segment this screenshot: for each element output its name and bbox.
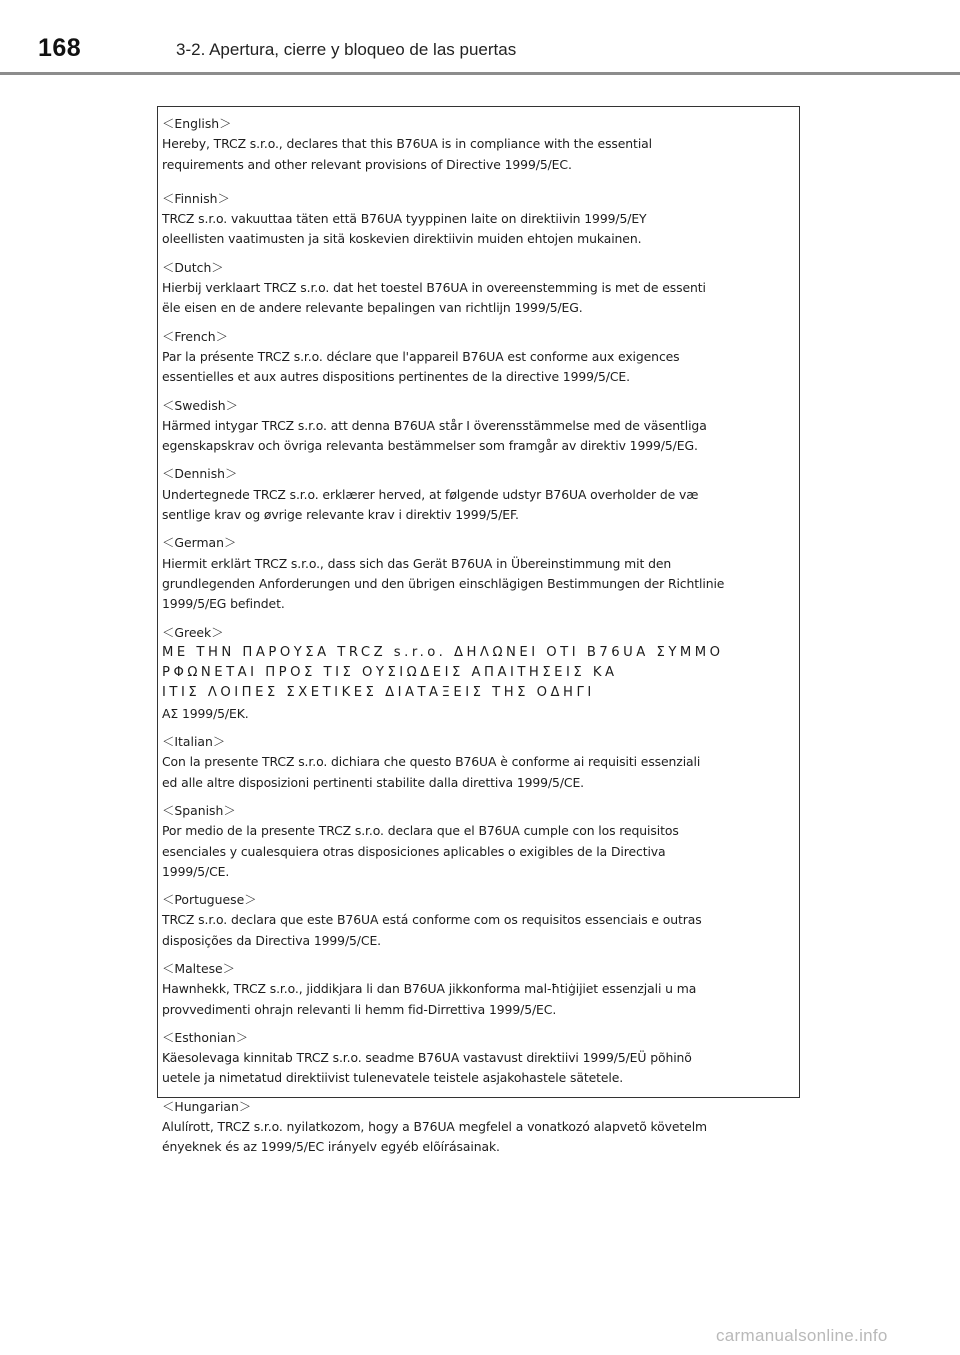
declaration-text-line: ΙΤΙΣ ΛΟΙΠΕΣ ΣΧΕΤΙΚΕΣ ΔΙΑΤΑΞΕΙΣ ΤΗΣ ΟΔΗΓΙ (162, 685, 595, 701)
declaration-block (162, 533, 799, 614)
declaration-language-heading: ＜Italian＞ (162, 734, 226, 750)
block-spacer (162, 456, 799, 464)
declaration-block (162, 464, 799, 525)
declaration-text-line: Por medio de la presente TRCZ s.r.o. declara que el B76UA cumple con los requisitos (162, 823, 679, 839)
section-title: 3-2. Apertura, cierre y bloqueo de las puertas (176, 40, 517, 59)
declaration-language-heading: ＜English＞ (162, 116, 232, 131)
declaration-language-heading: ＜Greek＞ (162, 624, 224, 640)
block-spacer (162, 388, 799, 396)
declaration-text-line: grundlegenden Anforderungen und den übrigen einschlägigen Bestimmungen der Richtlinie (162, 575, 725, 591)
declaration-language-heading: ＜Dutch＞ (162, 259, 224, 275)
declaration-block (162, 623, 799, 724)
declaration-language-heading: ＜Finnish＞ (162, 190, 230, 206)
page-number: 168 (38, 34, 82, 62)
declaration-block (162, 1028, 799, 1089)
declaration-text-line: Hiermit erklärt TRCZ s.r.o., dass sich das Gerät B76UA in Übereinstimmung mit den (162, 555, 672, 571)
block-spacer (162, 793, 799, 801)
declaration-block (162, 258, 799, 319)
declaration-language-heading: ＜German＞ (162, 535, 237, 551)
declaration-text-line: uetele ja nimetatud direktiivist tulenevatele teistele asjakohastele sätetele. (162, 1070, 624, 1086)
block-spacer (162, 1020, 799, 1028)
declaration-text-line: 1999/5/CE. (162, 863, 230, 879)
declaration-block (162, 801, 799, 882)
declaration-text-line: ed alle altre disposizioni pertinenti stabilite dalla direttiva 1999/5/CE. (162, 774, 585, 790)
declaration-language-heading: ＜Swedish＞ (162, 397, 239, 413)
declaration-text-line: Härmed intygar TRCZ s.r.o. att denna B76UA står I överensstämmelse med de väsentliga (162, 417, 707, 433)
declaration-text-line: Par la présente TRCZ s.r.o. déclare que l'appareil B76UA est conforme aux exigences (162, 348, 680, 364)
block-spacer (162, 250, 799, 258)
declaration-text-line: provvedimenti ohrajn relevanti li hemm fid-Dirrettiva 1999/5/EC. (162, 1001, 557, 1017)
declaration-block (162, 890, 799, 951)
declaration-language-heading: ＜Spanish＞ (162, 802, 236, 818)
block-spacer (162, 175, 799, 189)
declaration-language-heading: ＜French＞ (162, 328, 228, 344)
declaration-text-line: egenskapskrav och övriga relevanta bestämmelser som framgår av direktiv 1999/5/EG. (162, 438, 698, 454)
block-spacer (162, 615, 799, 623)
declaration-text-line: ΡΦΩΝΕΤΑΙ ΠΡΟΣ ΤΙΣ ΟΥΣΙΩΔΕΙΣ ΑΠΑΙΤΗΣΕΙΣ ΚΑ (162, 665, 618, 681)
block-spacer (162, 724, 799, 732)
block-spacer (162, 319, 799, 327)
declaration-text-line: Hereby, TRCZ s.r.o., declares that this B76UA is in compliance with the essential (162, 136, 652, 152)
declaration-block (162, 396, 799, 457)
footer-watermark: carmanualsonline.info (716, 1326, 888, 1345)
declaration-text-line: 1999/5/EG befindet. (162, 596, 285, 612)
declaration-text-line: Hawnhekk, TRCZ s.r.o., jiddikjara li dan B76UA jikkonforma mal-ħtiġijiet essenzjali u ma (162, 981, 697, 997)
declaration-block (162, 189, 799, 250)
declaration-block (162, 959, 799, 1020)
declaration-language-heading: ＜Maltese＞ (162, 960, 236, 976)
declaration-text-line: TRCZ s.r.o. vakuuttaa täten että B76UA tyyppinen laite on direktiivin 1999/5/EY (162, 211, 647, 227)
declaration-language-heading: ＜Hungarian＞ (162, 1098, 252, 1114)
declaration-language-heading: ＜Portuguese＞ (162, 892, 257, 908)
declaration-text-line: Con la presente TRCZ s.r.o. dichiara che questo B76UA è conforme ai requisiti essenziali (162, 754, 701, 770)
declaration-block (162, 114, 799, 175)
header-divider (0, 72, 960, 75)
block-spacer (162, 951, 799, 959)
declaration-text-line: ΜΕ ΤΗΝ ΠΑΡΟΥΣΑ TRCZ s.r.o. ΔΗΛΩΝΕΙ ΟΤΙ B76UA ΣΥΜΜΟ (162, 644, 724, 660)
declaration-text-line: ële eisen en de andere relevante bepalingen van richtlijn 1999/5/EG. (162, 300, 583, 316)
declaration-block (162, 1097, 799, 1158)
block-spacer (162, 1089, 799, 1097)
declaration-text-line: ΑΣ 1999/5/EK. (162, 705, 249, 721)
declaration-text-line: esenciales y cualesquiera otras disposiciones aplicables o exigibles de la Directiva (162, 843, 666, 859)
declaration-text-line: Alulírott, TRCZ s.r.o. nyilatkozom, hogy a B76UA megfelel a vonatkozó alapvetõ követelm (162, 1119, 708, 1135)
declaration-text-line: requirements and other relevant provisions of Directive 1999/5/EC. (162, 156, 572, 172)
declaration-language-heading: ＜Dennish＞ (162, 466, 238, 482)
declaration-text-line: oleellisten vaatimusten ja sitä koskevien direktiivin muiden ehtojen mukainen. (162, 231, 642, 247)
declaration-block (162, 327, 799, 388)
declaration-text-line: Undertegnede TRCZ s.r.o. erklærer herved, at følgende udstyr B76UA overholder de væ (162, 486, 699, 502)
declaration-text-line: ényeknek és az 1999/5/EC irányelv egyéb elõírásainak. (162, 1139, 500, 1155)
declaration-language-heading: ＜Esthonian＞ (162, 1029, 249, 1045)
declaration-block (162, 732, 799, 793)
block-spacer (162, 525, 799, 533)
declaration-text-line: Hierbij verklaart TRCZ s.r.o. dat het toestel B76UA in overeenstemming is met de essenti (162, 280, 706, 296)
declarations-box (157, 106, 800, 1155)
page-header (0, 0, 960, 78)
declaration-text-line: sentlige krav og øvrige relevante krav i direktiv 1999/5/EF. (162, 507, 519, 523)
declaration-text-line: TRCZ s.r.o. declara que este B76UA está conforme com os requisitos essenciais e outras (162, 912, 702, 928)
declaration-text-line: essentielles et aux autres dispositions pertinentes de la directive 1999/5/CE. (162, 369, 630, 385)
block-spacer (162, 882, 799, 890)
declaration-text-line: disposições da Directiva 1999/5/CE. (162, 932, 382, 948)
declaration-text-line: Käesolevaga kinnitab TRCZ s.r.o. seadme B76UA vastavust direktiivi 1999/5/EÜ põhinõ (162, 1050, 692, 1066)
